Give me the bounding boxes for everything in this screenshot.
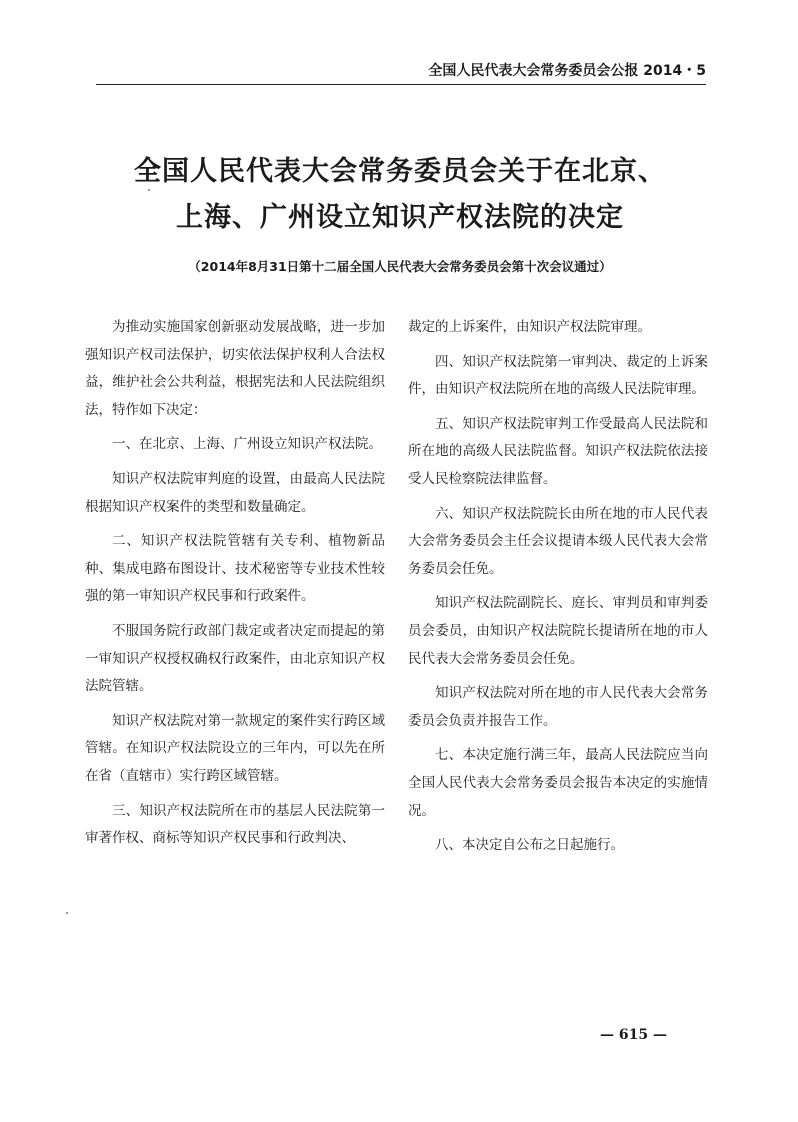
running-header — [96, 58, 706, 85]
paragraph: 不服国务院行政部门裁定或者决定而提起的第一审知识产权授权确权行政案件，由北京知识产权法院管辖。 — [85, 622, 385, 695]
paragraph: 知识产权法院对所在地的市人民代表大会常务委员会负责并报告工作。 — [408, 685, 708, 729]
right-column — [408, 314, 708, 867]
paragraph: 二、知识产权法院管辖有关专利、植物新品种、集成电路布图设计、技术秘密等专业技术性较强的第一审知识产权民事和行政案件。 — [85, 533, 385, 605]
paragraph: 六、知识产权法院院长由所在地的市人民代表大会常务委员会主任会议提请本级人民代表大会常务委员会任免。 — [408, 505, 708, 577]
paragraph: 八、本决定自公布之日起施行。 — [435, 837, 624, 854]
paragraph: 四、知识产权法院第一审判决、裁定的上诉案件，由知识产权法院所在地的高级人民法院审理。 — [408, 353, 708, 398]
paragraph: 知识产权法院副院长、庭长、审判员和审判委员会委员，由知识产权法院院长提请所在地的市人民代表大会常务委员会任免。 — [408, 595, 708, 667]
left-column — [85, 314, 385, 860]
paragraph: 为推动实施国家创新驱动发展战略，进一步加强知识产权司法保护，切实依法保护权利人合法权益，维护社会公共利益，根据宪法和人民法院组织法，特作如下决定： — [85, 319, 385, 418]
adoption-note: （2014年8月31日第十二届全国人民代表大会常务委员会第十次会议通过） — [188, 259, 612, 274]
paragraph: 一、在北京、上海、广州设立知识产权法院。 — [112, 436, 382, 453]
paragraph: 五、知识产权法院审判工作受最高人民法院和所在地的高级人民法院监督。知识产权法院依法接受人民检察院法律监督。 — [408, 415, 708, 487]
scan-speck — [66, 912, 68, 914]
paragraph-continued: 裁定的上诉案件，由知识产权法院审理。 — [408, 319, 651, 335]
paragraph: 七、本决定施行满三年，最高人民法院应当向全国人民代表大会常务委员会报告本决定的实施情况。 — [408, 747, 708, 819]
document-title-line-1: 全国人民代表大会常务委员会关于在北京、 — [134, 156, 666, 187]
page-number: — 615 — — [600, 1027, 667, 1043]
paragraph: 知识产权法院审判庭的设置，由最高人民法院根据知识产权案件的类型和数量确定。 — [85, 470, 385, 515]
running-title: 全国人民代表大会常务委员会公报 2014・5 — [428, 63, 706, 79]
scan-speck — [148, 189, 150, 191]
paragraph: 三、知识产权法院所在市的基层人民法院第一审著作权、商标等知识产权民事和行政判决、 — [85, 802, 385, 847]
document-title-line-2: 上海、广州设立知识产权法院的决定 — [176, 202, 624, 233]
paragraph: 知识产权法院对第一款规定的案件实行跨区域管辖。在知识产权法院设立的三年内，可以先在所在省（直辖市）实行跨区域管辖。 — [85, 712, 385, 784]
